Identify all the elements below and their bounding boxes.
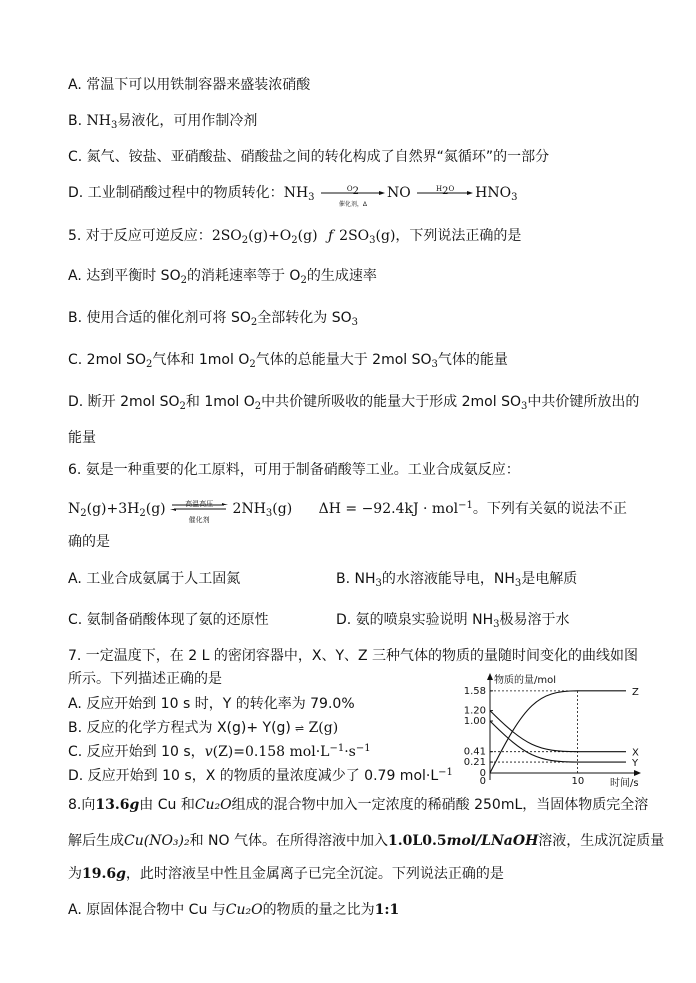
- q7-stem: 7. 一定温度下，在 2 L 的密闭容器中，X、Y、Z 三种气体的物质的量随时间变化的曲线如图: [68, 648, 639, 664]
- reaction-arrow-1: $O_2$ 催化剂，Δ: [321, 185, 385, 199]
- x-tick-label: 0: [479, 776, 486, 787]
- x-axis-arrow: [634, 770, 641, 776]
- q4-option-c: C. 氮气、铵盐、亚硝酸盐、硝酸盐之间的转化构成了自然界“氮循环”的一部分: [68, 149, 550, 165]
- q7-option-c: C. 反应开始到 10 s，v(Z)=0.158 $mol\cdot L^{-1}\cdot s^{-1}$: [68, 743, 371, 760]
- q5-option-a: A. 达到平衡时 $SO_2$的消耗速率等于 $O_2$的生成速率: [68, 268, 377, 286]
- equilibrium-arrow: 高温高压 催化剂: [170, 497, 228, 517]
- q5-option-d: D. 断开 2mol $SO_2$和 1mol $O_2$中共价键所吸收的能量大于形成 2mol $SO_3$中共价键所放出的: [68, 394, 640, 412]
- q6-option-a: A. 工业合成氨属于人工固氮: [68, 571, 241, 587]
- q7-option-b: B. 反应的化学方程式为 X(g)+ Y(g) ⇌ Z(g): [68, 720, 339, 736]
- q8-line-3: 为19.6g，此时溶液呈中性且金属离子已完全沉淀。下列说法正确的是: [68, 866, 504, 882]
- q5-option-d-cont: 能量: [68, 430, 96, 446]
- q7-option-d: D. 反应开始到 10 s，X 的物质的量浓度减少了 0.79 $mol\cdot L^{-1}$: [68, 767, 453, 784]
- y-tick-label: 0.41: [463, 746, 486, 758]
- series-line-x: [490, 711, 626, 752]
- y-axis-label: 物质的量/mol: [494, 675, 557, 686]
- y-tick-label: 0.21: [463, 757, 486, 769]
- q6-option-b: B. $NH_3$的水溶液能导电，$NH_3$是电解质: [336, 571, 578, 589]
- reaction-arrow-2: $H_2O$: [417, 185, 473, 199]
- y-tick-label: 1.58: [463, 685, 486, 697]
- q6-stem: 6. 氨是一种重要的化工原料，可用于制备硝酸等工业。工业合成氨反应：: [68, 462, 520, 478]
- series-label-x: X: [632, 747, 639, 759]
- q4-option-d: D. 工业制硝酸过程中的物质转化：$NH_3$ $O_2$ 催化剂，Δ NO $H_2O$ $HNO_3$: [68, 185, 518, 208]
- q6-equation: $N_2(g)+3H_2(g)$ 高温高压 催化剂 $2NH_3(g) \Delta H = -92.4kJ \cdot mol^{-1}$。下列有关氨的说法不正: [68, 497, 627, 519]
- q8-line-2: 解后生成Cu(NO₃)₂和 NO 气体。在所得溶液中加入1.0L0.5mol/LNaOH溶液，生成沉淀质量: [68, 833, 665, 849]
- y-tick-label: 0: [479, 768, 486, 779]
- q8-option-a: A. 原固体混合物中 Cu 与Cu₂O的物质的量之比为1:1: [68, 902, 400, 918]
- y-tick-label: 1.20: [463, 705, 486, 717]
- x-tick-label: 10: [571, 776, 585, 787]
- q8-line-1: 8.向13.6g由 Cu 和Cu₂O组成的混合物中加入一定浓度的稀硝酸 250mL，当固体物质完全溶: [68, 797, 649, 813]
- q6-stem-cont: 确的是: [68, 534, 110, 550]
- amount-vs-time-chart: [450, 672, 650, 790]
- q5-stem: 5. 对于反应可逆反应：$2SO_2(g)+O_2(g)$ ƒ $2SO_3(g)$，下列说法正确的是: [68, 228, 522, 246]
- q5-option-b: B. 使用合适的催化剂可将 $SO_2$全部转化为 $SO_3$: [68, 310, 358, 328]
- x-axis-label: 时间/s: [610, 778, 639, 789]
- q4-option-b: B. $NH_3$易液化，可用作制冷剂: [68, 113, 258, 131]
- q6-option-d: D. 氨的喷泉实验说明 $NH_3$极易溶于水: [336, 612, 570, 630]
- y-tick-label: 1.00: [463, 716, 486, 727]
- y-axis-arrow: [487, 673, 493, 680]
- series-label-y: Y: [632, 758, 639, 770]
- series-label-z: Z: [632, 686, 639, 698]
- series-line-y: [490, 721, 626, 762]
- q4-option-a: A. 常温下可以用铁制容器来盛装浓硝酸: [68, 77, 311, 93]
- q5-option-c: C. 2mol $SO_2$气体和 1mol $O_2$气体的总能量大于 2mol $SO_3$气体的能量: [68, 352, 508, 370]
- q7-stem-cont: 所示。下列描述正确的是: [68, 671, 222, 687]
- q7-option-a: A. 反应开始到 10 s 时，Y 的转化率为 79.0%: [68, 696, 355, 712]
- q6-option-c: C. 氨制备硝酸体现了氨的还原性: [68, 612, 269, 628]
